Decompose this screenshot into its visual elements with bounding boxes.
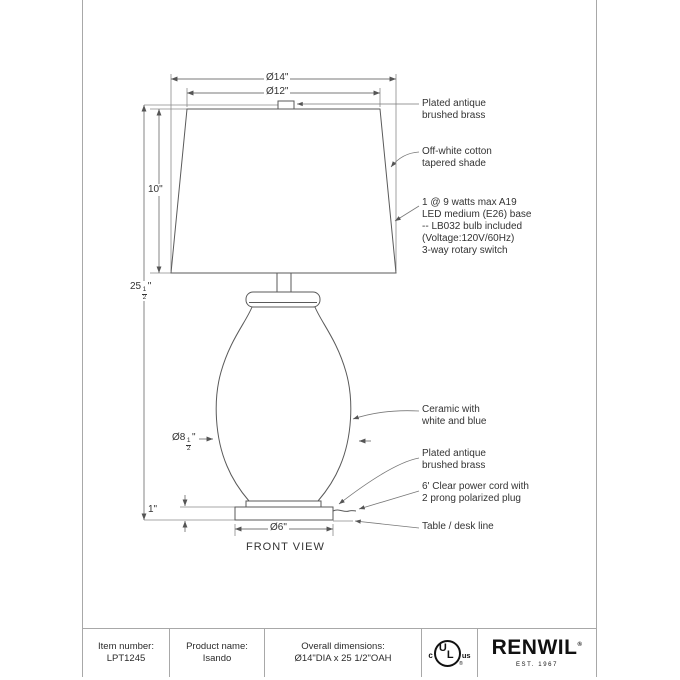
overall-dimensions-value: Ø14"DIA x 25 1/2"OAH (294, 653, 392, 664)
annotation-power-cord: 6' Clear power cord with 2 prong polarized plug (422, 481, 529, 504)
footer-table (82, 628, 597, 677)
renwil-logo: RENWIL® EST. 1967 (492, 635, 583, 671)
ul-us-label: us (461, 651, 471, 660)
finial (278, 101, 294, 109)
ul-c-label: c (428, 651, 433, 660)
lamp-outline (171, 101, 396, 520)
overall-dimensions-cell (264, 629, 421, 677)
overall-dimensions-label: Overall dimensions: (301, 641, 385, 652)
annotation-base-brass: Plated antique brushed brass (422, 448, 486, 471)
brand-cell (477, 629, 596, 677)
item-number-cell (83, 629, 169, 677)
item-number-value: LPT1245 (106, 653, 146, 664)
dim-base-diameter: Ø6" (270, 522, 287, 533)
view-label: FRONT VIEW (246, 541, 325, 553)
annotation-table-line: Table / desk line (422, 521, 494, 532)
annotation-shade: Off-white cotton tapered shade (422, 146, 492, 169)
dim-body-diameter: Ø8 $\frac{1}{2}$ " (172, 432, 196, 452)
product-name-value: Isando (202, 653, 232, 664)
item-number-label: Item number: (98, 641, 154, 652)
dim-overall-height: 25 $\frac{1}{2}$ " (130, 281, 152, 301)
registered-mark: ® (577, 642, 583, 648)
annotation-bulb: 1 @ 9 watts max A19 LED medium (E26) base -- LB032 bulb included (Voltage:120V/60Hz) 3-way rotary switch (422, 197, 532, 256)
dim-shade-height: 10" (148, 184, 163, 195)
base-plate (246, 501, 321, 507)
ul-mark-icon (428, 640, 470, 667)
ceramic-body (216, 307, 351, 501)
neck-cap (246, 292, 320, 307)
dim-shade-top-diameter: Ø12" (266, 86, 289, 97)
ul-certification-cell (421, 629, 477, 677)
lamp-shade (171, 109, 396, 273)
product-name-label: Product name: (186, 641, 248, 652)
dim-base-height: 1" (148, 504, 158, 515)
ul-circle: U L ® (434, 640, 461, 667)
annotation-ceramic-body: Ceramic with white and blue (422, 404, 487, 427)
lamp-base (235, 507, 333, 520)
annotation-finial-brass: Plated antique brushed brass (422, 98, 486, 121)
product-name-cell (169, 629, 264, 677)
brand-tagline: EST. 1967 (515, 662, 559, 668)
power-cord (333, 510, 356, 511)
dim-shade-bottom-diameter: Ø14" (266, 72, 289, 83)
